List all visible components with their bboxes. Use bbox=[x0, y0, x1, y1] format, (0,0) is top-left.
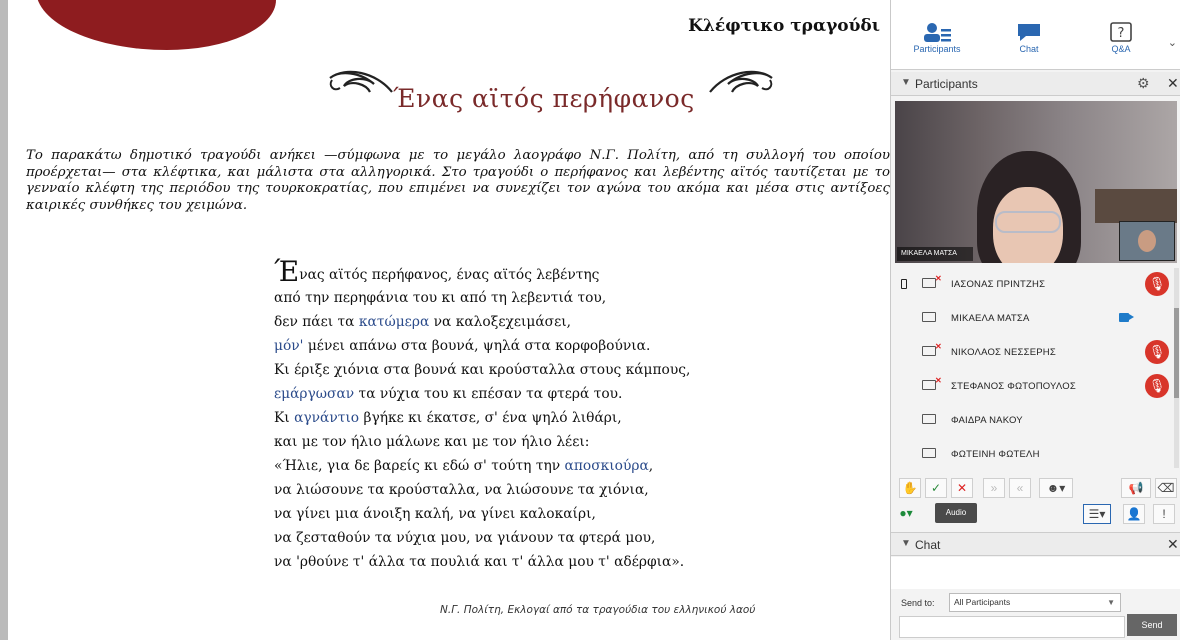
emoji-icon[interactable]: ☻▾ bbox=[1039, 478, 1073, 498]
mic-muted-icon[interactable]: 🎙 bbox=[1145, 272, 1169, 296]
glossary-word[interactable]: εμάργωσαν bbox=[274, 386, 355, 402]
send-to-row bbox=[891, 590, 1180, 616]
poem-line bbox=[274, 255, 690, 288]
audio-tooltip: Audio bbox=[935, 503, 977, 523]
poem-text: από την περηφάνια του κι από τη λεβεντιά του, bbox=[274, 290, 607, 306]
decorative-ribbon bbox=[36, 0, 276, 50]
poem-line bbox=[274, 334, 690, 358]
poem-text: να γίνει μια άνοιξη καλή, να γίνει καλοκαίρι, bbox=[274, 506, 596, 522]
status-dot-icon[interactable]: ●▾ bbox=[899, 506, 913, 520]
tab-qa[interactable] bbox=[1091, 22, 1151, 54]
close-icon[interactable]: ✕ bbox=[1167, 536, 1179, 552]
megaphone-icon[interactable]: 📢 bbox=[1121, 478, 1151, 498]
participant-row[interactable] bbox=[891, 336, 1180, 370]
checkmark-icon[interactable]: ✓ bbox=[925, 478, 947, 498]
screen-icon bbox=[922, 312, 936, 322]
chat-input[interactable] bbox=[899, 616, 1125, 638]
poem-title: Ένας αϊτός περήφανος bbox=[393, 84, 695, 113]
send-to-value: All Participants bbox=[954, 597, 1011, 607]
gear-icon[interactable]: ⚙ bbox=[1137, 75, 1150, 91]
list-menu-icon[interactable]: ☰▾ bbox=[1083, 504, 1111, 524]
poem-text: να ζεσταθούν τα νύχια μου, να γιάνουν τα φτερά μου, bbox=[274, 530, 656, 546]
citation: Ν.Γ. Πολίτη, Εκλογαί από τα τραγούδια του ελληνικού λαού bbox=[440, 604, 756, 616]
poem-text: βγήκε κι έκατσε, σ' ένα ψηλό λιθάρι, bbox=[359, 410, 622, 426]
poem bbox=[274, 255, 691, 574]
participant-row[interactable] bbox=[891, 302, 1180, 336]
poem-line bbox=[274, 550, 690, 574]
poem-text: Κι έριξε χιόνια στα βουνά και κρούσταλλα στους κάμπους, bbox=[274, 362, 691, 378]
poem-line bbox=[274, 478, 690, 502]
glossary-word[interactable]: αγνάντιο bbox=[294, 410, 360, 426]
poem-line bbox=[274, 286, 690, 310]
video-off-icon: ✕ bbox=[935, 342, 942, 351]
slower-icon[interactable]: « bbox=[1009, 478, 1031, 498]
faster-icon[interactable]: » bbox=[983, 478, 1005, 498]
participant-name: ΦΑΙΔΡΑ ΝΑΚΟΥ bbox=[951, 415, 1023, 426]
participant-list bbox=[891, 268, 1180, 472]
poem-text: «Ήλιε, για δε βαρείς κι εδώ σ' τούτη την bbox=[274, 458, 565, 474]
participants-section-header[interactable] bbox=[891, 72, 1180, 96]
participant-row[interactable] bbox=[891, 438, 1180, 472]
dropdown-arrow-icon: ▼ bbox=[1107, 598, 1115, 607]
send-to-label: Send to: bbox=[901, 598, 935, 608]
panel-tabs bbox=[891, 0, 1180, 70]
screen-icon bbox=[922, 346, 936, 356]
question-icon bbox=[1110, 22, 1132, 42]
reaction-toolbar bbox=[891, 474, 1180, 502]
poem-line bbox=[274, 310, 690, 334]
poem-text: νας αϊτός περήφανος, ένας αϊτός λεβέντης bbox=[299, 267, 600, 283]
participant-scrollbar[interactable] bbox=[1174, 268, 1179, 468]
document-header: Κλέφτικο τραγούδι bbox=[688, 16, 880, 36]
svg-text:?: ? bbox=[1117, 26, 1125, 41]
video-off-icon: ✕ bbox=[935, 274, 942, 283]
ornament-left-icon bbox=[326, 62, 394, 102]
glossary-word[interactable]: αποσκιούρα bbox=[564, 458, 649, 474]
participant-name: ΙΑΣΟΝΑΣ ΠΡΙΝΤΖΗΣ bbox=[951, 279, 1046, 290]
screen-icon bbox=[922, 278, 936, 288]
drop-cap: Έ bbox=[274, 255, 300, 288]
chevron-down-icon[interactable]: ⌄ bbox=[1167, 37, 1177, 49]
participant-row[interactable] bbox=[891, 404, 1180, 438]
poem-text: να 'ρθούνε τ' άλλα τα πουλιά και τ' άλλα μου τ' αδέρφια». bbox=[274, 554, 685, 570]
poem-line bbox=[274, 406, 690, 430]
participant-name: ΣΤΕΦΑΝΟΣ ΦΩΤΟΠΟΥΛΟΣ bbox=[951, 381, 1076, 392]
mic-muted-icon[interactable]: 🎙 bbox=[1145, 340, 1169, 364]
chat-section-header[interactable] bbox=[891, 532, 1180, 556]
poem-line bbox=[274, 358, 690, 382]
poem-line bbox=[274, 382, 690, 406]
poem-text: να καλοξεχειμάσει, bbox=[429, 314, 572, 330]
tab-participants[interactable] bbox=[907, 22, 967, 54]
alert-icon[interactable]: ! bbox=[1153, 504, 1175, 524]
screen-icon bbox=[922, 414, 936, 424]
poem-text: να λιώσουνε τα κρούσταλλα, να λιώσουνε τα χιόνια, bbox=[274, 482, 649, 498]
video-name-label: ΜΙΚΑΕΛΑ ΜΑΤΣΑ bbox=[897, 247, 973, 261]
poem-text: δεν πάει τα bbox=[274, 314, 359, 330]
raise-hand-icon[interactable]: ✋ bbox=[899, 478, 921, 498]
intro-paragraph: Το παρακάτω δημοτικό τραγούδι ανήκει —σύμφωνα με το μεγάλο λαογράφο Ν.Γ. Πολίτη, από τη συλλογή του οποίου προέρχεται— στα κλέφτικα, και μάλιστα στα αλληγορικά. Στο τραγούδι ο περήφανος και λεβέντης αϊτός ταυτίζεται με το γενναίο κλέφτη της περιόδου της τουρκοκρατίας, που επιμένει να συνεχίζει τον αγώνα του ακόμα και μέσα στις αντίξοες καιρικές συνθήκες του χειμώνα. bbox=[26, 148, 890, 213]
send-button[interactable]: Send bbox=[1127, 614, 1177, 636]
chat-messages[interactable] bbox=[891, 557, 1180, 589]
video-feed bbox=[895, 101, 1177, 263]
collapse-chevron-icon[interactable]: ▼ bbox=[901, 77, 911, 88]
participants-title: Participants bbox=[915, 77, 978, 91]
poem-text: τα νύχια του κι επέσαν τα φτερά του. bbox=[354, 386, 623, 402]
phone-icon bbox=[901, 279, 907, 289]
chat-title: Chat bbox=[915, 538, 941, 552]
participant-row[interactable] bbox=[891, 370, 1180, 404]
participant-name: ΜΙΚΑΕΛΑ ΜΑΤΣΑ bbox=[951, 313, 1030, 324]
video-camera-icon[interactable] bbox=[1119, 313, 1129, 322]
webex-side-panel bbox=[890, 0, 1180, 640]
poem-line bbox=[274, 502, 690, 526]
poem-line bbox=[274, 430, 690, 454]
poem-text: , bbox=[648, 458, 654, 474]
glossary-word[interactable]: μόν' bbox=[274, 338, 304, 354]
poem-text: Κι bbox=[274, 410, 295, 426]
screen-icon bbox=[922, 448, 936, 458]
close-icon[interactable]: ✕ bbox=[1167, 75, 1179, 91]
chat-bubble-icon bbox=[1016, 22, 1042, 42]
screen-icon bbox=[922, 380, 936, 390]
tab-qa-label: Q&A bbox=[1111, 44, 1131, 54]
participant-row[interactable] bbox=[891, 268, 1180, 302]
tab-chat-label: Chat bbox=[1019, 44, 1039, 54]
video-off-icon: ✕ bbox=[935, 376, 942, 385]
send-to-select[interactable] bbox=[949, 593, 1121, 612]
participants-icon bbox=[922, 22, 952, 42]
panel-action-toolbar bbox=[891, 500, 1180, 528]
assign-user-icon[interactable]: 👤 bbox=[1123, 504, 1145, 524]
poem-line bbox=[274, 454, 690, 478]
poem-text: και με τον ήλιο μάλωνε και με τον ήλιο λέει: bbox=[274, 434, 590, 450]
poem-text: μένει απάνω στα βουνά, ψηλά στα κορφοβούνια. bbox=[303, 338, 651, 354]
participant-name: ΝΙΚΟΛΑΟΣ ΝΕΣΣΕΡΗΣ bbox=[951, 347, 1056, 358]
tab-chat[interactable] bbox=[999, 22, 1059, 54]
self-view-thumbnail[interactable] bbox=[1119, 221, 1175, 261]
collapse-chevron-icon[interactable]: ▼ bbox=[901, 538, 911, 549]
x-mark-icon[interactable]: ✕ bbox=[951, 478, 973, 498]
tab-participants-label: Participants bbox=[913, 44, 961, 54]
eraser-icon[interactable]: ⌫ bbox=[1155, 478, 1177, 498]
participant-name: ΦΩΤΕΙΝΗ ΦΩΤΕΛΗ bbox=[951, 449, 1040, 460]
mic-muted-icon[interactable]: 🎙 bbox=[1145, 374, 1169, 398]
poem-line bbox=[274, 526, 690, 550]
ornament-right-icon bbox=[708, 62, 776, 102]
glossary-word[interactable]: κατώμερα bbox=[358, 314, 430, 330]
